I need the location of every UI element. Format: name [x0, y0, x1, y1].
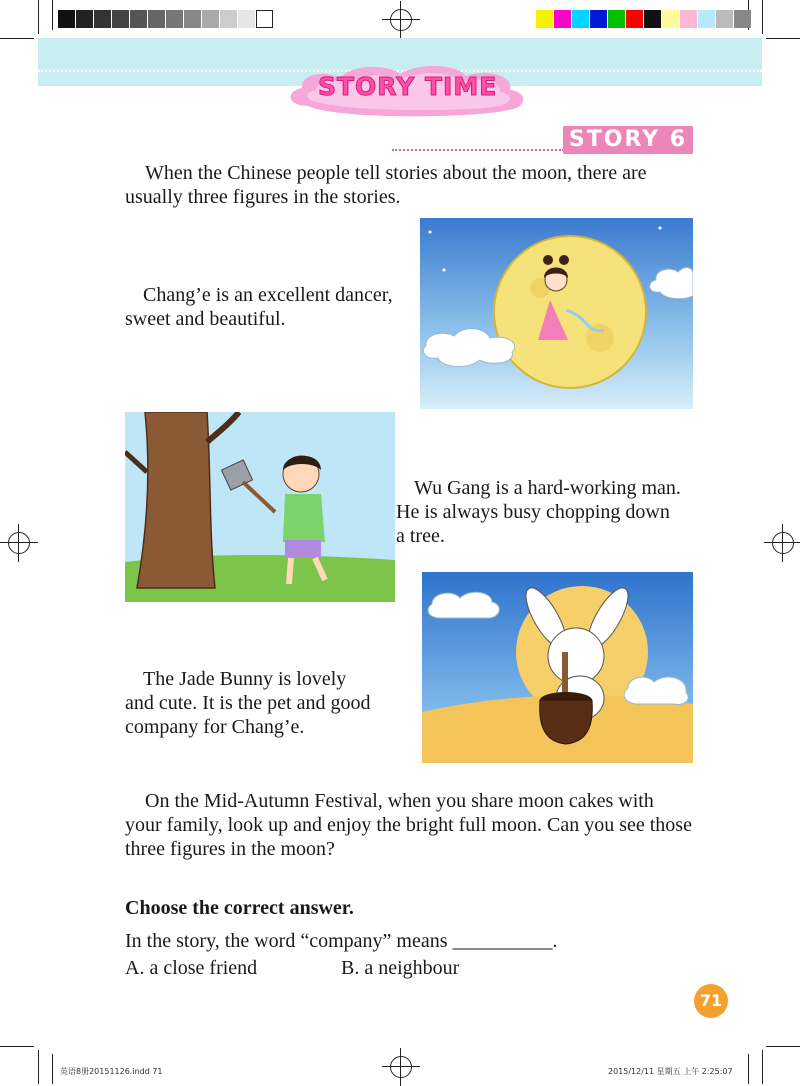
chang-e-moon-illustration [420, 218, 693, 409]
wu-gang-illustration [125, 412, 395, 602]
change-line-1: Chang’e is an excellent dancer, [143, 284, 393, 306]
registration-mark-bottom [390, 1056, 412, 1078]
footer-file-info: 英语8册20151126.indd 71 [60, 1067, 163, 1076]
wugang-description [396, 476, 696, 548]
bunny-line-3: company for Chang’e. [125, 716, 305, 738]
story-number-tag: STORY 6 [563, 126, 693, 154]
wugang-line-3: a tree. [396, 525, 445, 547]
closing-paragraph: On the Mid-Autumn Festival, when you share moon cakes with your family, look up and enjoy the bright full moon. Can you see those three figures in the moon? [125, 790, 692, 860]
registration-mark-left [8, 532, 30, 554]
footer-timestamp: 2015/12/11 星期五 上午 2:25:07 [608, 1067, 733, 1076]
exercise-question: In the story, the word “company” means __________. [125, 930, 558, 952]
wugang-line-1: Wu Gang is a hard-working man. [414, 477, 681, 499]
exercise-heading: Choose the correct answer. [125, 897, 354, 919]
bunny-description [125, 667, 405, 739]
wugang-line-2: He is always busy chopping down [396, 501, 670, 523]
change-line-2: sweet and beautiful. [125, 308, 286, 330]
bunny-line-2: and cute. It is the pet and good [125, 692, 371, 714]
page-number-badge: 71 [694, 984, 728, 1018]
answer-option-a[interactable]: A. a close friend [125, 957, 258, 979]
registration-mark-right [772, 532, 794, 554]
bunny-line-1: The Jade Bunny is lovely [143, 668, 347, 690]
answer-option-b[interactable]: B. a neighbour [341, 957, 460, 979]
intro-paragraph: When the Chinese people tell stories about the moon, there are usually three figures in the stories. [125, 162, 647, 208]
mortar [540, 692, 593, 744]
page-title: STORY TIME [318, 72, 498, 101]
registration-mark-top [390, 9, 412, 31]
change-description [125, 283, 415, 331]
title-dotted-rule [392, 149, 564, 151]
jade-bunny-illustration [422, 572, 693, 763]
